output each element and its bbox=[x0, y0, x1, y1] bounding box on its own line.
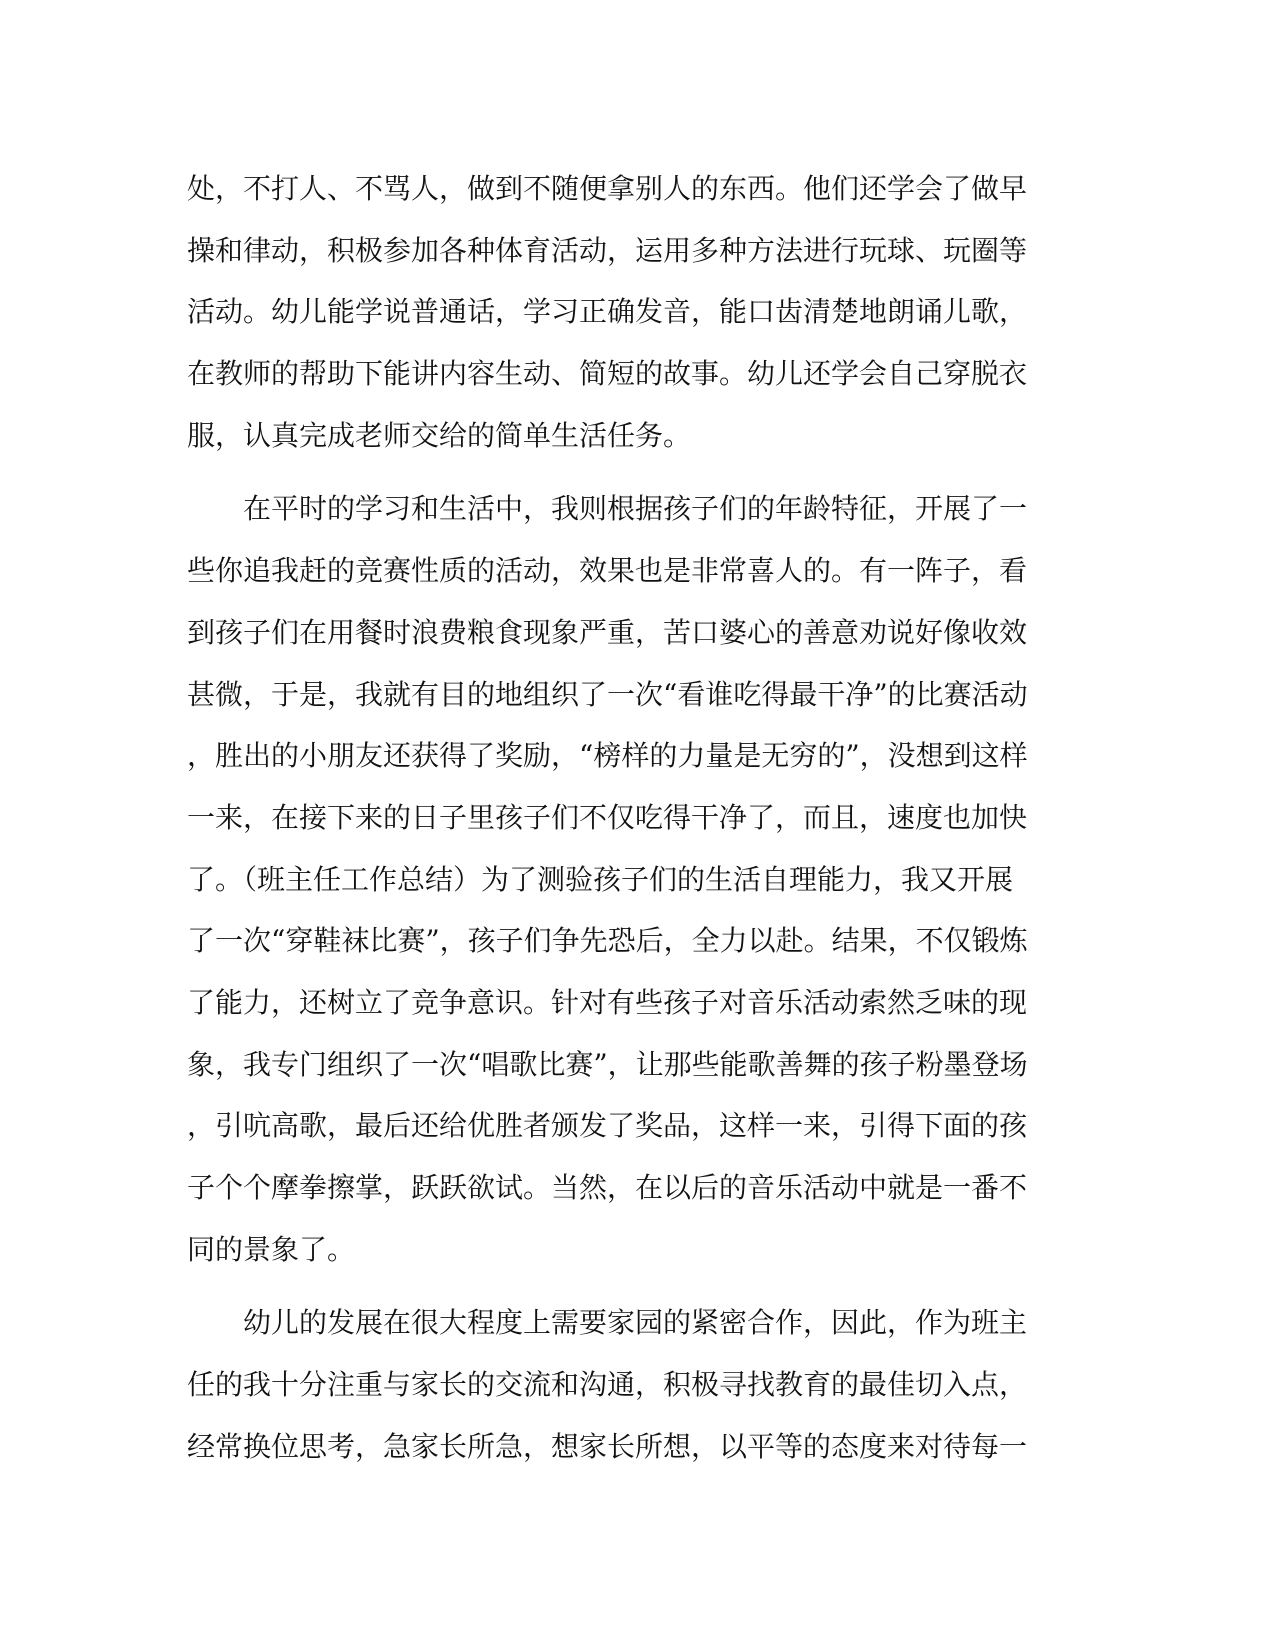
text-line: 经常换位思考，急家长所急，想家长所想，以平等的态度来对待每一 bbox=[187, 1429, 1028, 1463]
text-line: 象，我专门组织了一次“唱歌比赛”，让那些能歌善舞的孩子粉墨登场 bbox=[187, 1047, 1028, 1081]
text-line: 任的我十分注重与家长的交流和沟通，积极寻找教育的最佳切入点， bbox=[187, 1368, 1028, 1402]
paragraph-start-line: 在平时的学习和生活中，我则根据孩子们的年龄特征，开展了一 bbox=[187, 492, 1028, 526]
text-line: 了能力，还树立了竞争意识。针对有些孩子对音乐活动索然乏味的现 bbox=[187, 985, 1028, 1019]
text-line: 服，认真完成老师交给的简单生活任务。 bbox=[187, 418, 692, 452]
text-line: 活动。幼儿能学说普通话，学习正确发音，能口齿清楚地朗诵儿歌， bbox=[187, 295, 1028, 329]
paragraph-start-line: 幼儿的发展在很大程度上需要家园的紧密合作，因此，作为班主 bbox=[187, 1306, 1028, 1340]
text-line: 了。（班主任工作总结）为了测验孩子们的生活自理能力，我又开展 bbox=[187, 862, 1014, 896]
text-line: ，引吭高歌，最后还给优胜者颁发了奖品，这样一来，引得下面的孩 bbox=[187, 1109, 1028, 1143]
text-line: 操和律动，积极参加各种体育活动，运用多种方法进行玩球、玩圈等 bbox=[187, 233, 1028, 267]
text-line: 甚微，于是，我就有目的地组织了一次“看谁吃得最干净”的比赛活动 bbox=[187, 677, 1028, 711]
text-line: 处，不打人、不骂人，做到不随便拿别人的东西。他们还学会了做早 bbox=[187, 172, 1028, 205]
text-line: 了一次“穿鞋袜比赛”，孩子们争先恐后，全力以赴。结果，不仅锻炼 bbox=[187, 924, 1028, 958]
body-text bbox=[187, 158, 1087, 1477]
text-line: 些你追我赶的竞赛性质的活动，效果也是非常喜人的。有一阵子，看 bbox=[187, 554, 1028, 588]
text-line: 子个个摩拳擦掌，跃跃欲试。当然，在以后的音乐活动中就是一番不 bbox=[187, 1171, 1028, 1204]
text-line: 同的景象了。 bbox=[187, 1232, 356, 1266]
text-line: 到孩子们在用餐时浪费粮食现象严重，苦口婆心的善意劝说好像收效 bbox=[187, 615, 1028, 649]
text-line: 一来，在接下来的日子里孩子们不仅吃得干净了，而且，速度也加快 bbox=[187, 800, 1028, 834]
text-line: ，胜出的小朋友还获得了奖励，“榜样的力量是无穷的”，没想到这样 bbox=[187, 739, 1028, 773]
text-line: 在教师的帮助下能讲内容生动、简短的故事。幼儿还学会自己穿脱衣 bbox=[187, 357, 1028, 391]
